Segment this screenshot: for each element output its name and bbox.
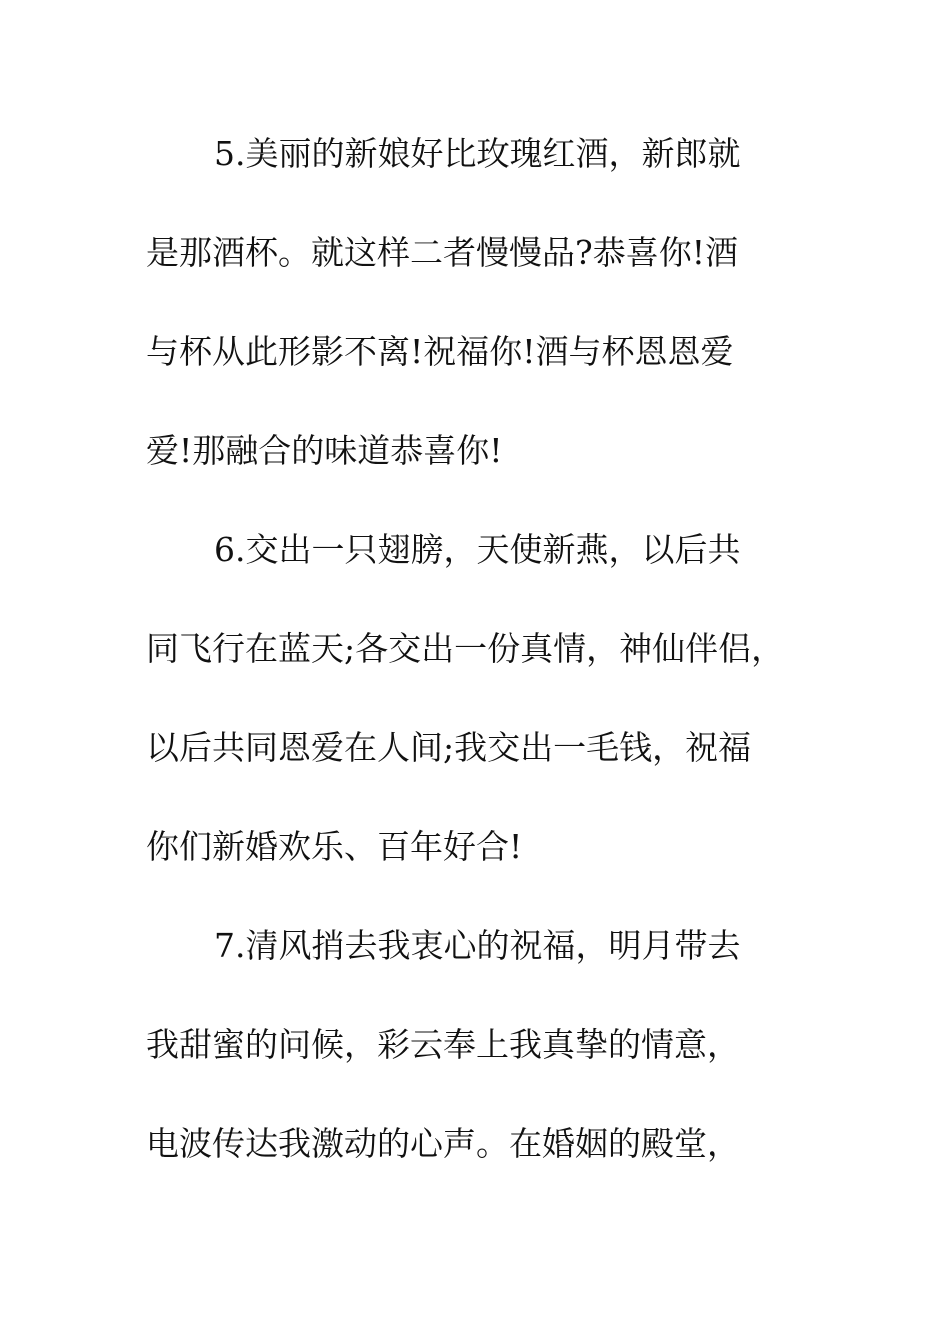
paragraph-line: 7.清风捎去我衷心的祝福，明月带去: [214, 926, 741, 965]
paragraph-5: [146, 128, 826, 524]
paragraph-6: [146, 524, 826, 920]
paragraph-7: [146, 920, 826, 1217]
paragraph-line: 6.交出一只翅膀，天使新燕，以后共: [214, 530, 741, 569]
paragraph-line: 电波传达我激动的心声。在婚姻的殿堂，: [146, 1124, 740, 1163]
paragraph-line: 同飞行在蓝天;各交出一份真情，神仙伴侣，: [146, 629, 785, 668]
paragraph-line: 爱!那融合的味道恭喜你!: [146, 431, 503, 470]
paragraph-line: 我甜蜜的问候，彩云奉上我真挚的情意，: [146, 1025, 740, 1064]
paragraph-line: 你们新婚欢乐、百年好合!: [146, 827, 523, 866]
document-body: [146, 128, 826, 1217]
paragraph-line: 与杯从此形影不离!祝福你!酒与杯恩恩爱: [146, 332, 734, 371]
paragraph-line: 5.美丽的新娘好比玫瑰红酒，新郎就: [214, 134, 741, 173]
paragraph-line: 以后共同恩爱在人间;我交出一毛钱，祝福: [146, 728, 752, 767]
paragraph-line: 是那酒杯。就这样二者慢慢品?恭喜你!酒: [146, 233, 738, 272]
